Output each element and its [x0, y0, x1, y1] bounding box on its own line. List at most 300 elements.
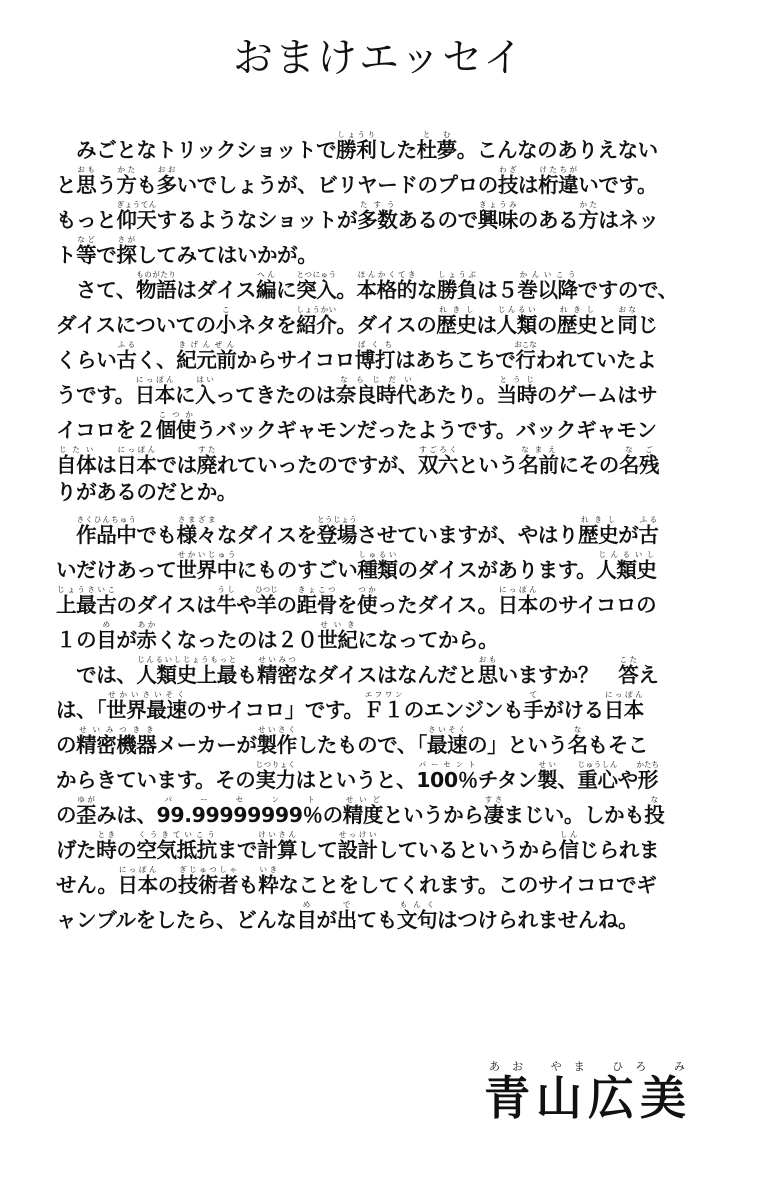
- furigana-word: [636, 760, 660, 792]
- furigana-base: 牛: [216, 593, 237, 617]
- furigana-word: [436, 305, 477, 337]
- furigana-reading: うし: [216, 585, 237, 594]
- furigana-word: [558, 830, 579, 862]
- furigana-word: [76, 515, 137, 547]
- essay-line: [56, 410, 708, 442]
- essay-line: [56, 725, 708, 757]
- furigana-reading: ゆが: [76, 795, 97, 804]
- furigana-base: 人類: [496, 313, 537, 337]
- essay-text: も: [236, 663, 258, 687]
- furigana-base: 文句: [396, 908, 438, 932]
- furigana-word: [76, 725, 157, 757]
- furigana-word: [256, 270, 277, 302]
- furigana-word: [296, 305, 337, 337]
- furigana-word: [106, 690, 187, 722]
- furigana-reading: とつにゅう: [296, 270, 337, 279]
- furigana-reading: けいさん: [257, 830, 298, 839]
- essay-text: した: [376, 138, 417, 162]
- furigana-reading: れきし: [578, 515, 619, 524]
- furigana-word: [76, 795, 97, 827]
- furigana-reading: かんいこう: [517, 270, 578, 279]
- essay-text: メーカーが: [156, 733, 257, 757]
- furigana-reading: れきし: [556, 305, 598, 314]
- furigana-base: 本格的: [356, 278, 417, 302]
- essay-text: と: [56, 173, 77, 197]
- furigana-word: [477, 200, 518, 232]
- furigana-word: [116, 165, 137, 197]
- furigana-base: 同: [617, 313, 638, 337]
- furigana-base: 編: [256, 278, 277, 302]
- furigana-reading: にっぽん: [497, 585, 538, 594]
- furigana-reading: じんるい: [496, 305, 537, 314]
- essay-text: の: [157, 873, 178, 897]
- essay-line: [56, 690, 708, 722]
- essay-text: しているというから: [377, 838, 559, 862]
- furigana-word: [577, 760, 618, 792]
- furigana-base: 上最古: [56, 593, 117, 617]
- essay-line: [56, 200, 708, 232]
- furigana-reading: め: [296, 900, 317, 909]
- furigana-base: 博打: [354, 348, 396, 372]
- essay-text: にその: [558, 453, 619, 477]
- furigana-reading: ひつじ: [255, 585, 278, 594]
- essay-text: からサイコロ: [236, 348, 355, 372]
- furigana-base: 仰天: [116, 208, 157, 232]
- furigana-word: [363, 690, 404, 722]
- furigana-base: 世紀: [317, 628, 358, 652]
- essay-text: イコロを２: [56, 418, 156, 442]
- furigana-base: 奈良時代: [335, 383, 417, 407]
- furigana-word: [537, 760, 558, 792]
- furigana-base: 等: [76, 243, 97, 267]
- furigana-word: [523, 690, 544, 722]
- essay-text: にものすごい: [236, 558, 358, 582]
- furigana-base: 勝負: [436, 278, 478, 302]
- essay-text: を: [336, 593, 357, 617]
- essay-text: では: [156, 453, 197, 477]
- furigana-base: 使: [356, 593, 378, 617]
- essay-text: が: [116, 628, 137, 652]
- furigana-base: 歴史: [436, 313, 477, 337]
- essay-text: の: [56, 733, 77, 757]
- furigana-word: [177, 865, 239, 897]
- essay-text: のサイコロの: [537, 593, 657, 617]
- essay-text: 、: [557, 768, 578, 792]
- furigana-reading: すごろく: [417, 445, 459, 454]
- furigana-base: 製: [537, 768, 558, 792]
- furigana-reading: はい: [195, 375, 216, 384]
- furigana-reading: さまざま: [176, 515, 217, 524]
- essay-text: うバックギャモンだったようです。バックギャモン: [195, 418, 657, 442]
- furigana-reading: なご: [618, 445, 660, 454]
- furigana-base: 突入: [296, 278, 337, 302]
- furigana-word: [357, 550, 398, 582]
- furigana-word: [155, 410, 196, 442]
- essay-line: [56, 515, 708, 547]
- essay-text: では、: [56, 663, 137, 687]
- essay-text: なダイスを: [216, 523, 317, 547]
- furigana-reading: で: [336, 900, 357, 909]
- furigana-base: 手: [523, 698, 544, 722]
- furigana-reading: ぎょうてん: [116, 200, 157, 209]
- furigana-reading: せっけい: [337, 830, 378, 839]
- furigana-word: [396, 900, 438, 932]
- furigana-base: 実力: [255, 768, 296, 792]
- furigana-reading: とむ: [416, 130, 457, 139]
- furigana-reading: せいど: [342, 795, 383, 804]
- furigana-reading: エフワン: [363, 690, 404, 699]
- furigana-reading: な: [567, 725, 588, 734]
- essay-text: いだけあって: [56, 558, 177, 582]
- essay-text: になってから。: [357, 628, 499, 652]
- furigana-reading: せいさく: [256, 725, 297, 734]
- furigana-reading: れきし: [436, 305, 477, 314]
- furigana-word: [336, 900, 357, 932]
- furigana-word: [176, 515, 217, 547]
- furigana-base: 小: [215, 313, 236, 337]
- furigana-word: [56, 585, 117, 617]
- furigana-word: [596, 550, 657, 582]
- furigana-reading: せいみつ: [257, 655, 298, 664]
- furigana-word: [56, 445, 97, 477]
- furigana-base: 目: [96, 628, 117, 652]
- essay-line: [56, 795, 708, 827]
- author-name-text: 青山広美: [484, 1071, 692, 1125]
- essay-text: れていったのですが、: [216, 453, 418, 477]
- essay-text: 。ダイスの: [336, 313, 437, 337]
- essay-line: [56, 235, 708, 267]
- furigana-reading: じつりょく: [255, 760, 296, 769]
- furigana-word: [483, 795, 504, 827]
- furigana-word: [518, 445, 559, 477]
- essay-text: の: [322, 803, 343, 827]
- furigana-word: [316, 515, 357, 547]
- essay-text: で: [96, 243, 117, 267]
- furigana-reading: にっぽん: [117, 865, 158, 874]
- furigana-base: 凄: [483, 803, 504, 827]
- furigana-word: [156, 165, 177, 197]
- essay-text: あたり。: [416, 383, 497, 407]
- furigana-word: [136, 270, 177, 302]
- furigana-base: 距骨: [296, 593, 337, 617]
- furigana-reading: わざ: [497, 165, 518, 174]
- furigana-word: [603, 690, 644, 722]
- furigana-base: 方: [578, 208, 599, 232]
- furigana-word: [136, 655, 237, 687]
- essay-text: のダイスがあります。: [397, 558, 597, 582]
- essay-line: [56, 550, 708, 582]
- furigana-word: [497, 585, 538, 617]
- furigana-base: 個使: [155, 418, 196, 442]
- furigana-word: [538, 165, 579, 197]
- essay-text: のサイコロ」です。: [186, 698, 364, 722]
- furigana-base: 当時: [496, 383, 537, 407]
- essay-text: してみてはいかが。: [136, 243, 318, 267]
- essay-text: げた: [56, 838, 97, 862]
- essay-text: みごとなトリックショットで: [56, 138, 337, 162]
- furigana-reading: とうじょう: [316, 515, 357, 524]
- furigana-word: [644, 795, 665, 827]
- furigana-base: 重心: [577, 768, 618, 792]
- furigana-base: 出: [336, 908, 357, 932]
- essay-text: は５: [477, 278, 518, 302]
- essay-text: は: [96, 453, 117, 477]
- essay-text: が: [316, 908, 337, 932]
- furigana-base: 双六: [417, 453, 459, 477]
- furigana-word: [567, 725, 588, 757]
- furigana-reading: ほんかくてき: [356, 270, 417, 279]
- furigana-reading: こ: [215, 305, 236, 314]
- furigana-base: 日本: [117, 873, 158, 897]
- furigana-word: [416, 760, 478, 792]
- furigana-reading: さくひんちゅう: [76, 515, 137, 524]
- furigana-base: 目: [296, 908, 317, 932]
- essay-line: [56, 305, 708, 337]
- furigana-word: [134, 375, 175, 407]
- essay-line: [56, 620, 708, 652]
- furigana-base: 紹介: [296, 313, 337, 337]
- essay-text: う: [96, 173, 117, 197]
- essay-text: ト: [56, 243, 77, 267]
- furigana-base: 世界最速: [106, 698, 187, 722]
- furigana-word: [96, 620, 117, 652]
- furigana-word: [116, 200, 157, 232]
- furigana-word: [617, 305, 638, 337]
- furigana-reading: いき: [258, 865, 279, 874]
- furigana-reading: じんるいし: [596, 550, 657, 559]
- furigana-reading: ふる: [638, 515, 659, 524]
- essay-text: と: [597, 313, 618, 337]
- furigana-reading: しょうり: [336, 130, 377, 139]
- essay-text: が: [618, 523, 639, 547]
- essay-line: [56, 270, 708, 302]
- essay-text: からきています。その: [56, 768, 256, 792]
- furigana-base: 99.99999999％: [156, 803, 323, 827]
- furigana-reading: おな: [617, 305, 638, 314]
- furigana-base: 名: [567, 733, 588, 757]
- furigana-base: 古: [116, 348, 137, 372]
- essay-text: じられま: [578, 838, 660, 862]
- furigana-word: [356, 585, 378, 617]
- furigana-base: 巻以降: [517, 278, 578, 302]
- furigana-word: [317, 620, 358, 652]
- furigana-base: 歪: [76, 803, 97, 827]
- essay-text: われていたよ: [535, 348, 657, 372]
- essay-text: したもので、「: [296, 733, 427, 757]
- furigana-word: [136, 620, 157, 652]
- furigana-base: 杜夢: [416, 138, 457, 162]
- furigana-reading: せいき: [317, 620, 358, 629]
- furigana-word: [76, 165, 97, 197]
- author-reading: あお やま ひろ み: [484, 1060, 692, 1073]
- furigana-base: 形: [636, 768, 659, 792]
- furigana-word: [257, 655, 298, 687]
- furigana-base: Ｆ１: [363, 698, 404, 722]
- essay-text: まで: [216, 838, 258, 862]
- furigana-reading: おお: [156, 165, 177, 174]
- furigana-reading: こた: [618, 655, 639, 664]
- essay-text: 。こんなのありえない: [456, 138, 658, 162]
- furigana-reading: きげんぜん: [176, 340, 237, 349]
- page-title: おまけエッセイ: [233, 35, 525, 81]
- furigana-word: [196, 445, 217, 477]
- essay-text: な: [416, 278, 437, 302]
- furigana-base: 計算: [257, 838, 298, 862]
- essay-text: せん。: [56, 873, 118, 897]
- furigana-word: [96, 830, 117, 862]
- furigana-word: [356, 270, 417, 302]
- essay-text: なダイスはなんだと: [297, 663, 478, 687]
- furigana-base: 登場: [316, 523, 357, 547]
- furigana-word: [496, 305, 537, 337]
- furigana-reading: せかいじゅう: [176, 550, 237, 559]
- furigana-word: [517, 270, 578, 302]
- furigana-base: 世界中: [176, 558, 237, 582]
- furigana-word: [618, 655, 639, 687]
- furigana-base: 様々: [176, 523, 217, 547]
- furigana-base: 行: [514, 348, 537, 372]
- furigana-word: [296, 900, 317, 932]
- essay-text: は、「: [56, 698, 107, 722]
- furigana-base: 空気抵抗: [136, 838, 217, 862]
- essay-text: もそこ: [587, 733, 648, 757]
- essay-text: して: [297, 838, 338, 862]
- essay-text: はというと、: [295, 768, 417, 792]
- essay-line: [56, 655, 708, 687]
- furigana-base: 日本: [134, 383, 175, 407]
- furigana-word: [514, 340, 537, 372]
- essay-text: のある: [517, 208, 579, 232]
- furigana-reading: あか: [136, 620, 157, 629]
- essay-text: や: [617, 768, 638, 792]
- furigana-word: [618, 445, 660, 477]
- furigana-base: 精密: [257, 663, 298, 687]
- essay-text: え: [638, 663, 659, 687]
- essay-text: りがあるのだとか。: [56, 480, 237, 504]
- furigana-reading: パーセント: [416, 760, 478, 769]
- essay-line: [56, 375, 708, 407]
- furigana-base: 設計: [337, 838, 378, 862]
- furigana-base: 人類史上最: [136, 663, 237, 687]
- essay-text: ネタを: [235, 313, 297, 337]
- furigana-base: 日本: [497, 593, 538, 617]
- furigana-reading: な: [644, 795, 665, 804]
- essay-text: いでしょうが、ビリヤードのプロの: [176, 173, 498, 197]
- essay-text: ても: [356, 908, 397, 932]
- essay-line: [56, 340, 708, 372]
- furigana-reading: にっぽん: [603, 690, 644, 699]
- furigana-base: 方: [116, 173, 137, 197]
- furigana-reading: しん: [558, 830, 579, 839]
- essay-text: チタン: [477, 768, 538, 792]
- essay-text: の: [276, 593, 297, 617]
- essay-text: や: [236, 593, 257, 617]
- furigana-word: [215, 305, 236, 337]
- furigana-reading: けたちが: [538, 165, 579, 174]
- furigana-word: [117, 865, 158, 897]
- furigana-reading: おこな: [514, 340, 537, 349]
- furigana-reading: おも: [76, 165, 97, 174]
- essay-body: [56, 120, 708, 932]
- furigana-base: 歴史: [578, 523, 619, 547]
- furigana-reading: ものがたり: [136, 270, 177, 279]
- essay-text: なことをしてくれます。このサイコロでギ: [278, 873, 657, 897]
- furigana-base: 人類史: [596, 558, 657, 582]
- furigana-base: 勝利: [336, 138, 377, 162]
- furigana-reading: こつか: [155, 410, 196, 419]
- essay-text: するようなショットが: [156, 208, 358, 232]
- furigana-word: [257, 830, 298, 862]
- furigana-base: 日本: [116, 453, 157, 477]
- furigana-word: [416, 130, 457, 162]
- furigana-reading: ならじだい: [335, 375, 417, 384]
- furigana-reading: さが: [116, 235, 137, 244]
- furigana-reading: じょうさいこ: [56, 585, 117, 594]
- essay-text: くらい: [56, 348, 117, 372]
- essay-text: うです。: [56, 383, 135, 407]
- furigana-word: [342, 795, 383, 827]
- furigana-reading: ばくち: [354, 340, 396, 349]
- furigana-reading: かた: [116, 165, 137, 174]
- furigana-word: [436, 270, 478, 302]
- furigana-word: [258, 865, 279, 897]
- furigana-word: [556, 305, 598, 337]
- essay-text: は: [517, 173, 539, 197]
- essay-line: [56, 130, 708, 162]
- furigana-reading: なまえ: [518, 445, 559, 454]
- essay-text: のゲームはサ: [536, 383, 658, 407]
- furigana-base: 探: [116, 243, 137, 267]
- furigana-word: [156, 795, 323, 827]
- furigana-word: [426, 725, 468, 757]
- furigana-word: [176, 550, 237, 582]
- furigana-base: 信: [558, 838, 579, 862]
- essay-text: はつけられませんね。: [437, 908, 639, 932]
- essay-text: ったダイス。: [377, 593, 498, 617]
- essay-text: の」という: [467, 733, 568, 757]
- furigana-reading: じたい: [56, 445, 97, 454]
- essay-text: に: [276, 278, 297, 302]
- furigana-word: [354, 340, 396, 372]
- furigana-base: 名残: [618, 453, 660, 477]
- furigana-reading: すさ: [483, 795, 504, 804]
- furigana-word: [417, 445, 459, 477]
- furigana-base: 技: [497, 173, 518, 197]
- furigana-word: [336, 130, 377, 162]
- essay-text: の: [536, 313, 557, 337]
- essay-text: も: [136, 173, 157, 197]
- furigana-reading: おも: [477, 655, 498, 664]
- essay-text: ダイスについての: [56, 313, 216, 337]
- furigana-word: [176, 340, 237, 372]
- furigana-word: [578, 515, 619, 547]
- essay-text: いますか？: [497, 663, 619, 687]
- furigana-reading: とうじ: [496, 375, 537, 384]
- furigana-base: 名前: [518, 453, 559, 477]
- furigana-reading: じんるいしじょうもっと: [136, 655, 237, 664]
- essay-text: でも: [136, 523, 177, 547]
- essay-text: いです。: [578, 173, 658, 197]
- furigana-word: [337, 830, 378, 862]
- essay-line: [56, 480, 708, 505]
- furigana-base: 紀元前: [176, 348, 237, 372]
- furigana-base: 精度: [342, 803, 383, 827]
- furigana-base: 自体: [56, 453, 97, 477]
- furigana-reading: きょこつ: [296, 585, 337, 594]
- furigana-reading: さいそく: [426, 725, 468, 734]
- furigana-base: 桁違: [538, 173, 579, 197]
- furigana-word: [638, 515, 659, 547]
